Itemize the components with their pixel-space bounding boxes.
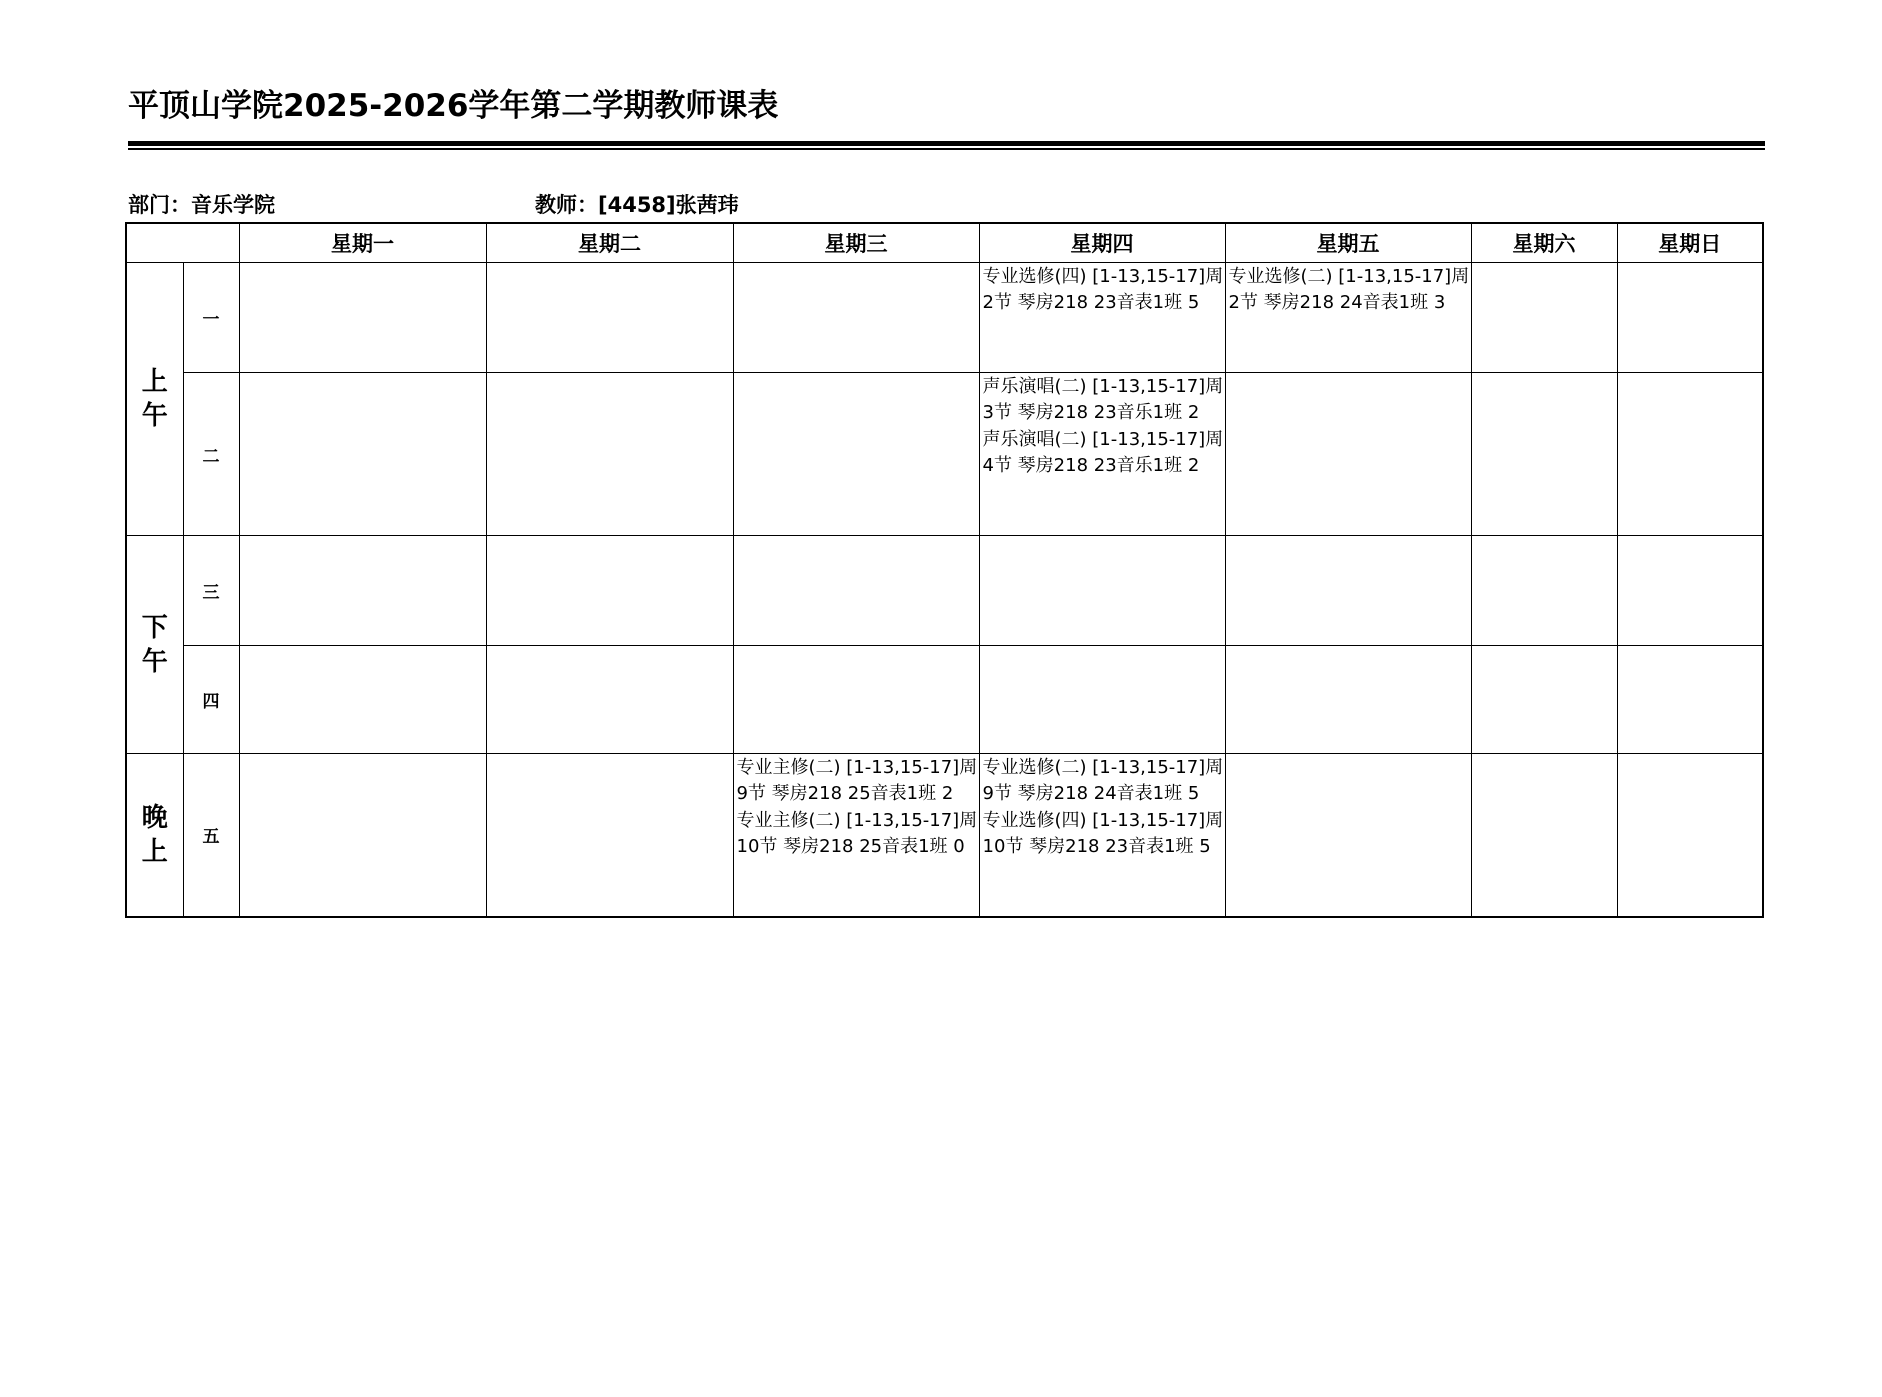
course-entry: 专业选修(四) [1-13,15-17]周 2节 琴房218 23音表1班 5 [982,266,1224,313]
cell-wed-2 [733,373,979,536]
cell-sun-4 [1617,646,1763,754]
table-row [126,263,1763,373]
cell-fri-2 [1225,373,1471,536]
slot-label: 五 [183,754,239,917]
day-header-sun: 星期日 [1617,223,1763,263]
cell-sat-1 [1471,263,1617,373]
page-title: 平顶山学院2025-2026学年第二学期教师课表 [128,88,779,124]
schedule-table [125,222,1764,918]
cell-mon-5 [239,754,486,917]
cell-tue-4 [486,646,733,754]
cell-sat-5 [1471,754,1617,917]
table-row [126,646,1763,754]
cell-thu-4 [979,646,1225,754]
cell-mon-1 [239,263,486,373]
course-entry: 专业主修(二) [1-13,15-17]周 9节 琴房218 25音表1班 2 [736,757,978,804]
cell-tue-1 [486,263,733,373]
department-label: 部门：音乐学院 [128,193,275,217]
slot-label: 四 [183,646,239,754]
teacher-label: 教师：[4458]张茜玮 [535,193,739,217]
cell-fri-1 [1225,263,1471,373]
period-afternoon: 下 午 [126,536,183,754]
course-entry: 专业选修(二) [1-13,15-17]周 9节 琴房218 24音表1班 5 [982,757,1224,804]
title-divider-thick [128,141,1765,146]
day-header-tue: 星期二 [486,223,733,263]
cell-sun-3 [1617,536,1763,646]
cell-wed-1 [733,263,979,373]
course-entry: 专业选修(二) [1-13,15-17]周 2节 琴房218 24音表1班 3 [1228,266,1470,313]
cell-wed-4 [733,646,979,754]
day-header-sat: 星期六 [1471,223,1617,263]
cell-tue-5 [486,754,733,917]
day-header-thu: 星期四 [979,223,1225,263]
cell-mon-3 [239,536,486,646]
title-divider-thin [128,148,1765,150]
course-entry: 声乐演唱(二) [1-13,15-17]周 4节 琴房218 23音乐1班 2 [982,429,1224,476]
day-header-fri: 星期五 [1225,223,1471,263]
table-row [126,536,1763,646]
header-corner [126,223,239,263]
cell-fri-4 [1225,646,1471,754]
cell-tue-2 [486,373,733,536]
period-morning: 上 午 [126,263,183,536]
cell-sat-2 [1471,373,1617,536]
day-header-wed: 星期三 [733,223,979,263]
cell-thu-3 [979,536,1225,646]
cell-tue-3 [486,536,733,646]
slot-label: 三 [183,536,239,646]
cell-thu-5 [979,754,1225,917]
course-entry: 专业选修(四) [1-13,15-17]周 10节 琴房218 23音表1班 5 [982,810,1224,857]
table-row [126,373,1763,536]
header-row [126,223,1763,263]
cell-wed-5 [733,754,979,917]
cell-sat-3 [1471,536,1617,646]
slot-label: 一 [183,263,239,373]
cell-sun-2 [1617,373,1763,536]
cell-thu-2 [979,373,1225,536]
slot-label: 二 [183,373,239,536]
cell-fri-3 [1225,536,1471,646]
course-entry: 专业主修(二) [1-13,15-17]周 10节 琴房218 25音表1班 0 [736,810,978,857]
course-entry: 声乐演唱(二) [1-13,15-17]周 3节 琴房218 23音乐1班 2 [982,376,1224,423]
cell-wed-3 [733,536,979,646]
cell-mon-4 [239,646,486,754]
day-header-mon: 星期一 [239,223,486,263]
cell-thu-1 [979,263,1225,373]
cell-mon-2 [239,373,486,536]
cell-fri-5 [1225,754,1471,917]
table-row [126,754,1763,917]
cell-sun-1 [1617,263,1763,373]
cell-sun-5 [1617,754,1763,917]
period-evening: 晚 上 [126,754,183,917]
cell-sat-4 [1471,646,1617,754]
